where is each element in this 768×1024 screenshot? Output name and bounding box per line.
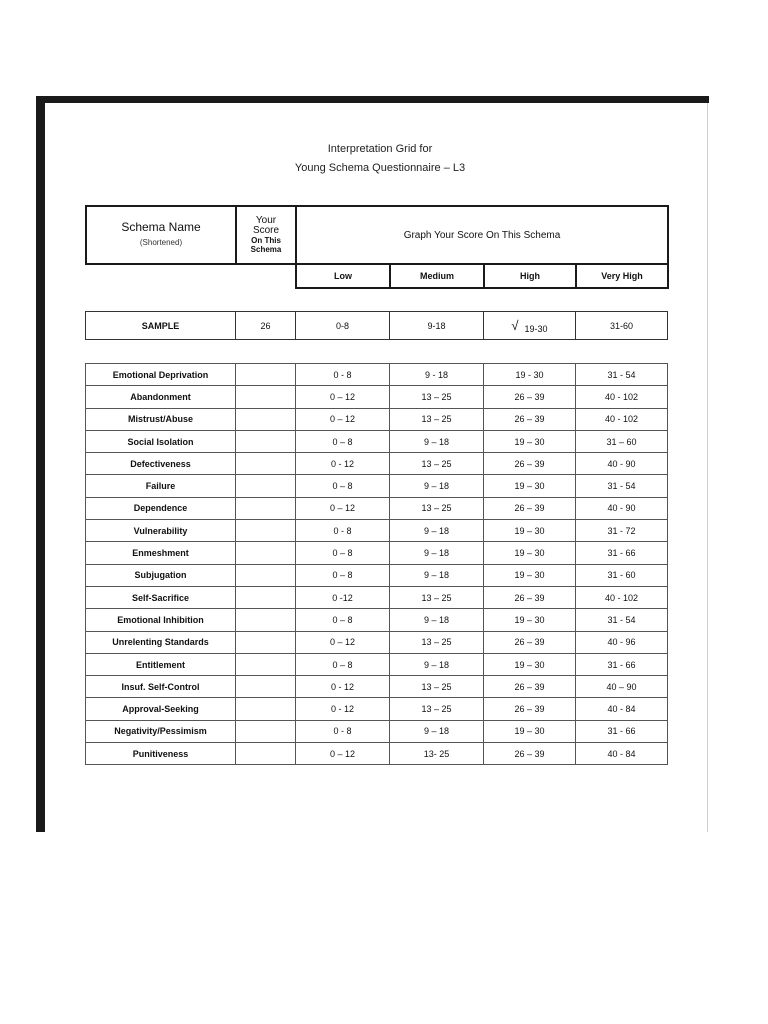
your-score-cell[interactable]	[236, 453, 296, 475]
range-very-high-cell: 31 - 54	[576, 364, 668, 386]
range-medium-cell: 13 – 25	[390, 497, 484, 519]
your-score-cell[interactable]	[236, 609, 296, 631]
range-low-cell: 0 – 8	[296, 609, 390, 631]
schema-name-cell: Subjugation	[86, 564, 236, 586]
your-score-cell[interactable]	[236, 520, 296, 542]
range-high-cell: 26 – 39	[484, 586, 576, 608]
sample-range-high: 19-30	[524, 323, 548, 334]
your-score-cell[interactable]	[236, 542, 296, 564]
schema-name-cell: Approval-Seeking	[86, 698, 236, 720]
schema-name-cell: Failure	[86, 475, 236, 497]
your-score-cell[interactable]	[236, 698, 296, 720]
range-low-cell: 0 – 12	[296, 386, 390, 408]
document-title-line1: Interpretation Grid for	[327, 143, 433, 155]
schema-name-cell: Mistrust/Abuse	[86, 408, 236, 430]
range-very-high-cell: 31 – 60	[576, 430, 668, 452]
sample-score: 26	[236, 312, 296, 340]
range-high-cell: 19 – 30	[484, 475, 576, 497]
range-very-high-cell: 40 – 90	[576, 676, 668, 698]
schema-name-cell: Self-Sacrifice	[86, 586, 236, 608]
range-low-cell: 0 -12	[296, 586, 390, 608]
range-very-high-cell: 40 - 102	[576, 586, 668, 608]
range-high-cell: 26 – 39	[484, 698, 576, 720]
table-row	[86, 564, 668, 586]
your-score-cell[interactable]	[236, 386, 296, 408]
range-low-cell: 0 – 8	[296, 542, 390, 564]
range-low-cell: 0 – 8	[296, 653, 390, 675]
range-medium-cell: 13 – 25	[390, 676, 484, 698]
sample-range-low: 0-8	[296, 312, 390, 340]
table-row	[86, 408, 668, 430]
level-low-header: Low	[296, 264, 390, 288]
table-row	[86, 542, 668, 564]
schema-name-cell: Social Isolation	[86, 430, 236, 452]
range-high-cell: 19 - 30	[484, 364, 576, 386]
your-score-cell[interactable]	[236, 631, 296, 653]
page-frame-right	[707, 103, 708, 832]
table-row	[86, 386, 668, 408]
range-high-cell: 26 – 39	[484, 386, 576, 408]
your-score-cell[interactable]	[236, 408, 296, 430]
range-very-high-cell: 40 - 90	[576, 453, 668, 475]
your-score-line2: Score	[252, 225, 280, 236]
your-score-line1: Your	[255, 215, 277, 226]
range-low-cell: 0 - 12	[296, 698, 390, 720]
sample-row	[86, 312, 668, 340]
your-score-cell[interactable]	[236, 564, 296, 586]
range-very-high-cell: 40 - 96	[576, 631, 668, 653]
page-frame-top	[36, 96, 709, 103]
range-very-high-cell: 40 - 102	[576, 408, 668, 430]
range-high-cell: 26 – 39	[484, 631, 576, 653]
table-row	[86, 676, 668, 698]
range-high-cell: 26 – 39	[484, 743, 576, 765]
table-row	[86, 520, 668, 542]
table-row	[86, 586, 668, 608]
range-medium-cell: 13 – 25	[390, 453, 484, 475]
range-high-cell: 26 – 39	[484, 497, 576, 519]
range-very-high-cell: 40 - 84	[576, 698, 668, 720]
range-low-cell: 0 – 12	[296, 743, 390, 765]
level-high-header: High	[484, 264, 576, 288]
schema-name-cell: Emotional Inhibition	[86, 609, 236, 631]
table-row	[86, 698, 668, 720]
range-high-cell: 19 – 30	[484, 520, 576, 542]
table-row	[86, 743, 668, 765]
your-score-header	[236, 206, 296, 264]
range-medium-cell: 9 – 18	[390, 564, 484, 586]
check-mark-icon: √	[511, 317, 519, 333]
your-score-cell[interactable]	[236, 743, 296, 765]
range-high-cell: 19 – 30	[484, 609, 576, 631]
range-high-cell: 26 – 39	[484, 453, 576, 475]
range-high-cell: 19 – 30	[484, 430, 576, 452]
schema-name-cell: Abandonment	[86, 386, 236, 408]
range-medium-cell: 9 – 18	[390, 542, 484, 564]
range-low-cell: 0 – 8	[296, 475, 390, 497]
your-score-cell[interactable]	[236, 497, 296, 519]
your-score-cell[interactable]	[236, 586, 296, 608]
range-very-high-cell: 40 - 90	[576, 497, 668, 519]
sample-name: SAMPLE	[86, 312, 236, 340]
range-low-cell: 0 - 12	[296, 453, 390, 475]
range-medium-cell: 9 – 18	[390, 475, 484, 497]
page-frame-left	[36, 96, 45, 832]
range-medium-cell: 9 – 18	[390, 653, 484, 675]
range-medium-cell: 13 – 25	[390, 408, 484, 430]
table-row	[86, 653, 668, 675]
range-very-high-cell: 40 - 84	[576, 743, 668, 765]
sample-range-very-high: 31-60	[576, 312, 668, 340]
your-score-cell[interactable]	[236, 676, 296, 698]
your-score-cell[interactable]	[236, 475, 296, 497]
range-high-cell: 26 – 39	[484, 676, 576, 698]
range-very-high-cell: 40 - 102	[576, 386, 668, 408]
sample-range-medium: 9-18	[390, 312, 484, 340]
range-high-cell: 19 – 30	[484, 564, 576, 586]
range-high-cell: 19 – 30	[484, 720, 576, 742]
table-row	[86, 475, 668, 497]
schema-name-cell: Punitiveness	[86, 743, 236, 765]
schema-name-cell: Enmeshment	[86, 542, 236, 564]
table-row	[86, 497, 668, 519]
range-medium-cell: 13 – 25	[390, 631, 484, 653]
range-very-high-cell: 31 - 54	[576, 609, 668, 631]
range-low-cell: 0 - 8	[296, 720, 390, 742]
range-low-cell: 0 – 12	[296, 408, 390, 430]
range-very-high-cell: 31 - 72	[576, 520, 668, 542]
schema-name-cell: Negativity/Pessimism	[86, 720, 236, 742]
grid-header	[85, 205, 669, 289]
range-very-high-cell: 31 - 66	[576, 720, 668, 742]
your-score-cell[interactable]	[236, 720, 296, 742]
table-row	[86, 453, 668, 475]
range-low-cell: 0 – 12	[296, 631, 390, 653]
table-row	[86, 364, 668, 386]
range-medium-cell: 9 - 18	[390, 364, 484, 386]
graph-score-header: Graph Your Score On This Schema	[296, 206, 668, 264]
range-medium-cell: 13- 25	[390, 743, 484, 765]
range-medium-cell: 13 – 25	[390, 586, 484, 608]
range-low-cell: 0 - 8	[296, 520, 390, 542]
your-score-line3: On This	[251, 236, 281, 245]
sample-row-table	[85, 311, 668, 340]
your-score-cell[interactable]	[236, 364, 296, 386]
range-low-cell: 0 - 8	[296, 364, 390, 386]
range-very-high-cell: 31 - 66	[576, 653, 668, 675]
range-high-cell: 19 – 30	[484, 653, 576, 675]
your-score-line4: Schema	[250, 245, 282, 254]
schema-name-label: Schema Name	[121, 220, 201, 234]
schema-name-cell: Entitlement	[86, 653, 236, 675]
schema-name-cell: Unrelenting Standards	[86, 631, 236, 653]
range-low-cell: 0 – 8	[296, 430, 390, 452]
range-medium-cell: 9 – 18	[390, 520, 484, 542]
level-very-high-header: Very High	[576, 264, 668, 288]
schema-name-cell: Dependence	[86, 497, 236, 519]
schema-grid-table	[85, 363, 668, 765]
range-medium-cell: 9 – 18	[390, 609, 484, 631]
range-low-cell: 0 – 8	[296, 564, 390, 586]
range-medium-cell: 9 – 18	[390, 720, 484, 742]
schema-name-cell: Insuf. Self-Control	[86, 676, 236, 698]
range-high-cell: 19 – 30	[484, 542, 576, 564]
range-medium-cell: 13 – 25	[390, 698, 484, 720]
schema-name-cell: Vulnerability	[86, 520, 236, 542]
schema-name-header	[86, 206, 236, 264]
document-title-line2: Young Schema Questionnaire – L3	[294, 162, 466, 174]
range-very-high-cell: 31 - 66	[576, 542, 668, 564]
range-medium-cell: 13 – 25	[390, 386, 484, 408]
range-very-high-cell: 31 - 60	[576, 564, 668, 586]
table-row	[86, 609, 668, 631]
range-high-cell: 26 – 39	[484, 408, 576, 430]
your-score-cell[interactable]	[236, 653, 296, 675]
schema-name-cell: Defectiveness	[86, 453, 236, 475]
table-row	[86, 720, 668, 742]
table-row	[86, 631, 668, 653]
range-very-high-cell: 31 - 54	[576, 475, 668, 497]
table-row	[86, 430, 668, 452]
schema-name-sub-label: (Shortened)	[139, 238, 183, 247]
schema-name-cell: Emotional Deprivation	[86, 364, 236, 386]
your-score-cell[interactable]	[236, 430, 296, 452]
range-medium-cell: 9 – 18	[390, 430, 484, 452]
range-low-cell: 0 – 12	[296, 497, 390, 519]
level-medium-header: Medium	[390, 264, 484, 288]
range-low-cell: 0 - 12	[296, 676, 390, 698]
sample-range-high-cell	[484, 312, 576, 340]
